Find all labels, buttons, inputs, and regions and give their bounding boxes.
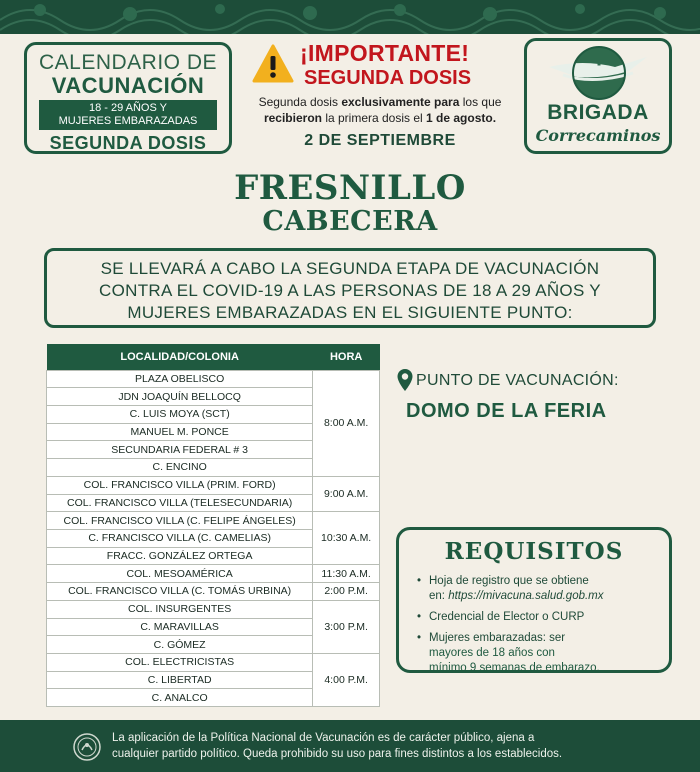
calendar-age-band bbox=[39, 100, 217, 130]
important-subtitle: SEGUNDA DOSIS bbox=[304, 67, 472, 89]
brigade-title: BRIGADA bbox=[547, 101, 649, 124]
table-cell-localidad: C. ENCINO bbox=[47, 459, 313, 477]
list-item bbox=[417, 610, 665, 625]
notice-line3: MUJERES EMBARAZADAS EN EL SIGUIENTE PUNTO: bbox=[127, 303, 573, 322]
table-row bbox=[47, 476, 380, 494]
important-text-d: recibieron bbox=[263, 111, 322, 125]
table-cell-localidad: SECUNDARIA FEDERAL # 3 bbox=[47, 441, 313, 459]
table-cell-localidad: C. GÓMEZ bbox=[47, 636, 313, 654]
table-cell-hora: 9:00 A.M. bbox=[313, 476, 380, 511]
footer-line1: La aplicación de la Política Nacional de Vacunación es de carácter público, ajena a bbox=[112, 732, 535, 744]
important-text-e: la primera dosis el bbox=[321, 111, 427, 125]
brigade-subtitle: Correcaminos bbox=[535, 126, 661, 145]
notice-line1: SE LLEVARÁ A CABO LA SEGUNDA ETAPA DE VACUNACIÓN bbox=[100, 259, 600, 278]
calendar-band-line1: 18 - 29 AÑOS Y bbox=[88, 102, 168, 114]
notice-line2: CONTRA EL COVID-19 A LAS PERSONAS DE 18 A 29 AÑOS Y bbox=[99, 281, 601, 300]
requirement-2-text: Credencial de Elector o CURP bbox=[429, 611, 585, 623]
table-cell-hora: 4:00 P.M. bbox=[313, 654, 380, 707]
list-item bbox=[417, 631, 665, 676]
municipality-subtitle: CABECERA bbox=[262, 206, 438, 237]
warning-icon bbox=[252, 44, 294, 84]
calendar-badge bbox=[24, 42, 232, 154]
roadrunner-logo-icon bbox=[543, 45, 653, 101]
important-title: ¡IMPORTANTE! bbox=[300, 40, 470, 66]
table-row bbox=[47, 370, 380, 388]
table-cell-localidad: MANUEL M. PONCE bbox=[47, 423, 313, 441]
requirements-box bbox=[396, 527, 672, 673]
requirement-1-prefix: en: bbox=[429, 590, 449, 602]
table-row bbox=[47, 565, 380, 583]
important-text-b: exclusivamente para bbox=[341, 95, 460, 109]
table-cell-localidad: COL. INSURGENTES bbox=[47, 600, 313, 618]
important-text-c: los que bbox=[459, 95, 502, 109]
table-row bbox=[47, 654, 380, 672]
table-cell-localidad: COL. MESOAMÉRICA bbox=[47, 565, 313, 583]
important-description bbox=[252, 94, 508, 126]
table-row bbox=[47, 512, 380, 530]
bullet-icon: • bbox=[417, 575, 422, 587]
municipality-title: FRESNILLO bbox=[234, 168, 466, 208]
table-cell-localidad: COL. FRANCISCO VILLA (C. FELIPE ÁNGELES) bbox=[47, 512, 313, 530]
important-text-f: 1 de agosto. bbox=[426, 111, 497, 125]
footer-line2: cualquier partido político. Queda prohibido su uso para fines distintos a los establecidos. bbox=[112, 748, 563, 760]
vaccination-point-label: PUNTO DE VACUNACIÓN: bbox=[416, 372, 619, 389]
table-cell-hora: 8:00 A.M. bbox=[313, 370, 380, 476]
table-row bbox=[47, 600, 380, 618]
requirement-3-line2: mayores de 18 años con bbox=[429, 647, 555, 659]
schedule-table bbox=[46, 344, 380, 707]
table-header-hora: HORA bbox=[313, 344, 380, 370]
table-header-localidad: LOCALIDAD/COLONIA bbox=[47, 344, 313, 370]
footer-disclaimer bbox=[112, 730, 672, 762]
table-cell-localidad: FRACC. GONZÁLEZ ORTEGA bbox=[47, 547, 313, 565]
top-decorative-band bbox=[0, 0, 700, 34]
table-cell-localidad: C. ANALCO bbox=[47, 689, 313, 707]
table-cell-hora: 10:30 A.M. bbox=[313, 512, 380, 565]
table-cell-hora: 3:00 P.M. bbox=[313, 600, 380, 653]
requirement-1-text: Hoja de registro que se obtiene bbox=[429, 575, 589, 587]
table-header-row bbox=[47, 344, 380, 370]
table-cell-localidad: COL. FRANCISCO VILLA (PRIM. FORD) bbox=[47, 476, 313, 494]
table-cell-localidad: PLAZA OBELISCO bbox=[47, 370, 313, 388]
list-item bbox=[417, 574, 665, 604]
table-cell-localidad: COL. FRANCISCO VILLA (TELESECUNDARIA) bbox=[47, 494, 313, 512]
requirements-title: REQUISITOS bbox=[444, 538, 624, 565]
vaccination-date: 2 DE SEPTIEMBRE bbox=[304, 132, 456, 149]
location-pin-icon bbox=[396, 368, 414, 392]
government-seal-icon bbox=[72, 732, 102, 762]
important-text-a: Segunda dosis bbox=[258, 95, 342, 109]
vaccination-point-place: DOMO DE LA FERIA bbox=[406, 400, 607, 422]
calendar-title-line2: VACUNACIÓN bbox=[51, 73, 205, 98]
table-cell-localidad: COL. ELECTRICISTAS bbox=[47, 654, 313, 672]
brigade-badge bbox=[524, 38, 672, 154]
table-cell-localidad: JDN JOAQUÍN BELLOCQ bbox=[47, 388, 313, 406]
calendar-band-line2: MUJERES EMBARAZADAS bbox=[58, 115, 198, 127]
requirement-1-url: https://mivacuna.salud.gob.mx bbox=[448, 590, 604, 602]
bullet-icon: • bbox=[417, 611, 422, 623]
footer bbox=[0, 720, 700, 772]
requirements-list bbox=[417, 574, 665, 682]
notice-box bbox=[44, 248, 656, 328]
table-cell-hora: 2:00 P.M. bbox=[313, 583, 380, 601]
important-notice bbox=[252, 40, 508, 150]
requirement-3-text: Mujeres embarazadas: ser bbox=[429, 632, 566, 644]
table-cell-localidad: COL. FRANCISCO VILLA (C. TOMÁS URBINA) bbox=[47, 583, 313, 601]
table-cell-localidad: C. LUIS MOYA (SCT) bbox=[47, 405, 313, 423]
table-cell-localidad: C. LIBERTAD bbox=[47, 671, 313, 689]
table-row bbox=[47, 583, 380, 601]
table-cell-hora: 11:30 A.M. bbox=[313, 565, 380, 583]
calendar-dose-label: SEGUNDA DOSIS bbox=[49, 133, 207, 153]
requirement-3-line3: mínimo 9 semanas de embarazo. bbox=[429, 662, 600, 674]
table-cell-localidad: C. MARAVILLAS bbox=[47, 618, 313, 636]
bullet-icon: • bbox=[417, 632, 422, 644]
table-cell-localidad: C. FRANCISCO VILLA (C. CAMELIAS) bbox=[47, 529, 313, 547]
calendar-title-line1: CALENDARIO DE bbox=[38, 51, 218, 74]
